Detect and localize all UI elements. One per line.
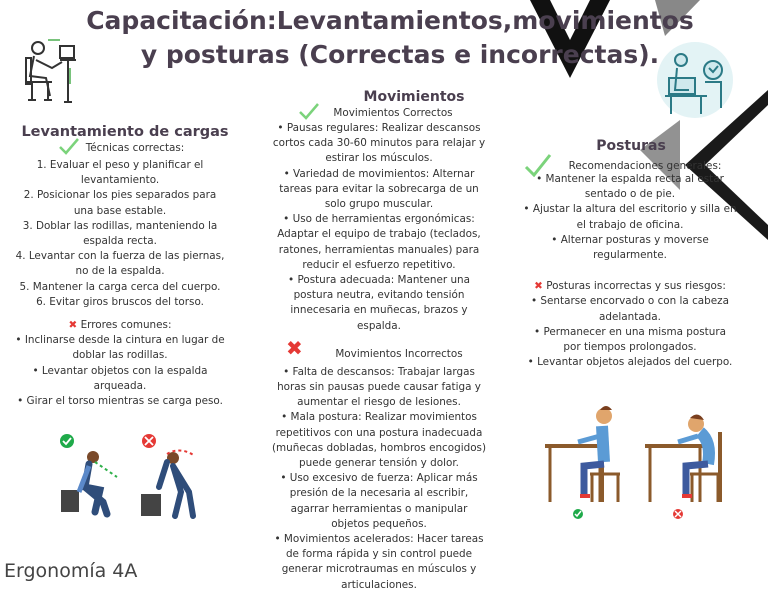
incorrect-list — [268, 365, 490, 593]
list-item: aumentar el riesgo de lesiones. — [297, 396, 461, 409]
list-item: • Ajustar la altura del escritorio y silla en — [523, 203, 737, 216]
list-item: agarrar herramientas o manipular — [290, 502, 468, 515]
list-item: 5. Mantener la carga cerca del cuerpo. — [19, 280, 221, 293]
correct-label-row — [268, 106, 490, 121]
correct-list — [0, 158, 240, 310]
list-item: 3. Doblar las rodillas, manteniendo la — [22, 219, 218, 232]
list-item: 2. Posicionar los pies separados para — [23, 189, 217, 202]
list-item: • Mala postura: Realizar movimientos — [281, 411, 477, 424]
list-item: innecesaria en muñecas, brazos y — [290, 304, 468, 317]
x-icon: ✖ — [286, 335, 303, 360]
x-icon: ✖ — [534, 280, 543, 293]
errors-label: Errores comunes: — [80, 319, 172, 332]
movimientos-heading: Movimientos — [363, 89, 465, 105]
incorrect-list — [520, 294, 740, 370]
list-item: presión de la necesaria al escribir, — [289, 487, 469, 500]
list-item: • Levantar objetos alejados del cuerpo. — [527, 356, 733, 369]
list-item: reducir el esfuerzo repetitivo. — [302, 258, 456, 271]
levantamiento-heading: Levantamiento de cargas — [21, 124, 229, 140]
x-icon: ✖ — [68, 319, 78, 332]
list-item: • Pausas regulares: Realizar descansos — [277, 122, 481, 134]
list-item: (muñecas dobladas, hombros encogidos) — [271, 441, 487, 454]
list-item: • Falta de descansos: Trabajar largas — [283, 365, 475, 378]
check-icon — [58, 137, 80, 155]
list-item: por tiempos prolongados. — [563, 341, 697, 354]
correct-list — [520, 172, 740, 263]
list-item: • Postura adecuada: Mantener una — [288, 274, 470, 287]
list-item: • Mantener la espalda recta al estar — [536, 173, 724, 185]
list-item: levantamiento. — [80, 174, 160, 187]
list-item: una base estable. — [73, 204, 167, 217]
list-item: Adaptar el equipo de trabajo (teclados, — [277, 228, 481, 241]
list-item: • Uso excesivo de fuerza: Aplicar más — [280, 472, 478, 485]
page-title — [60, 4, 720, 72]
correct-label: Movimientos Correctos — [333, 107, 453, 119]
movimientos-section — [268, 89, 490, 593]
list-item: postura neutra, evitando tensión — [293, 289, 465, 302]
posturas-heading: Posturas — [596, 138, 666, 154]
list-item: no de la espalda. — [75, 265, 165, 278]
list-item: cortos cada 30-60 minutos para relajar y — [272, 137, 486, 150]
list-item: • Movimientos acelerados: Hacer tareas — [274, 533, 484, 546]
list-item: espalda recta. — [83, 235, 157, 248]
correct-label-row — [0, 141, 240, 158]
check-icon — [524, 153, 552, 177]
seated-posture-illustration — [540, 402, 740, 530]
list-item: puede generar tensión y dolor. — [299, 457, 459, 470]
errors-label-row — [0, 318, 240, 333]
list-item: 1. Evaluar el peso y planificar el — [36, 159, 204, 171]
errors-list — [0, 333, 240, 409]
ergonomic-chair-icon — [20, 38, 78, 106]
list-item: de forma rápida y sin control puede — [285, 548, 473, 561]
list-item: regularmente. — [593, 249, 667, 262]
title-line-2: y posturas (Correctas e incorrectas). — [140, 40, 660, 69]
list-item: generar microtraumas en músculos y — [281, 563, 477, 576]
list-item: estirar los músculos. — [325, 152, 433, 165]
list-item: articulaciones. — [341, 578, 417, 591]
list-item: tareas para evitar la sobrecarga de un — [279, 182, 479, 195]
list-item: repetitivos con una postura inadecuada — [275, 426, 483, 439]
list-item: • Levantar objetos con la espalda — [32, 364, 208, 377]
posturas-section — [520, 137, 740, 370]
incorrect-label: Posturas incorrectas y sus riesgos: — [546, 280, 726, 293]
list-item: objetos pequeños. — [331, 517, 427, 530]
check-icon — [298, 102, 320, 120]
levantamiento-section — [0, 123, 240, 409]
list-item: sentado o de pie. — [584, 188, 676, 201]
list-item: doblar las rodillas. — [72, 349, 168, 362]
correct-list — [268, 121, 490, 334]
correct-label-row — [520, 155, 740, 177]
list-item: 4. Levantar con la fuerza de las piernas, — [15, 250, 225, 263]
incorrect-label-row — [268, 335, 490, 365]
correct-label: Recomendaciones generales: — [568, 160, 722, 172]
list-item: 6. Evitar giros bruscos del torso. — [36, 295, 204, 308]
list-item: • Uso de herramientas ergonómicas: — [283, 213, 475, 226]
list-item: • Permanecer en una misma postura — [534, 325, 726, 338]
list-item: arqueada. — [93, 379, 147, 392]
lifting-illustration — [55, 432, 205, 524]
list-item: • Sentarse encorvado o con la cabeza — [531, 295, 729, 308]
incorrect-label-row — [520, 279, 740, 294]
correct-label: Técnicas correctas: — [85, 142, 185, 154]
list-item: • Girar el torso mientras se carga peso. — [17, 395, 223, 408]
list-item: espalda. — [357, 319, 401, 332]
list-item: adelantada. — [599, 310, 661, 323]
incorrect-label: Movimientos Incorrectos — [335, 347, 463, 360]
footer-label: Ergonomía 4A — [4, 560, 138, 582]
list-item: • Alternar posturas y moverse — [551, 233, 709, 246]
list-item: • Inclinarse desde la cintura en lugar de — [15, 334, 225, 347]
ergonomic-workspace-icon — [655, 38, 735, 120]
title-line-1: Capacitación:Levantamientos,movimientos — [86, 6, 694, 35]
list-item: ratones, herramientas manuales) para — [278, 243, 480, 256]
list-item: • Variedad de movimientos: Alternar — [283, 167, 475, 180]
list-item: horas sin pausas puede causar fatiga y — [277, 381, 481, 394]
list-item: solo grupo muscular. — [324, 198, 434, 211]
list-item: el trabajo de oficina. — [576, 218, 684, 231]
